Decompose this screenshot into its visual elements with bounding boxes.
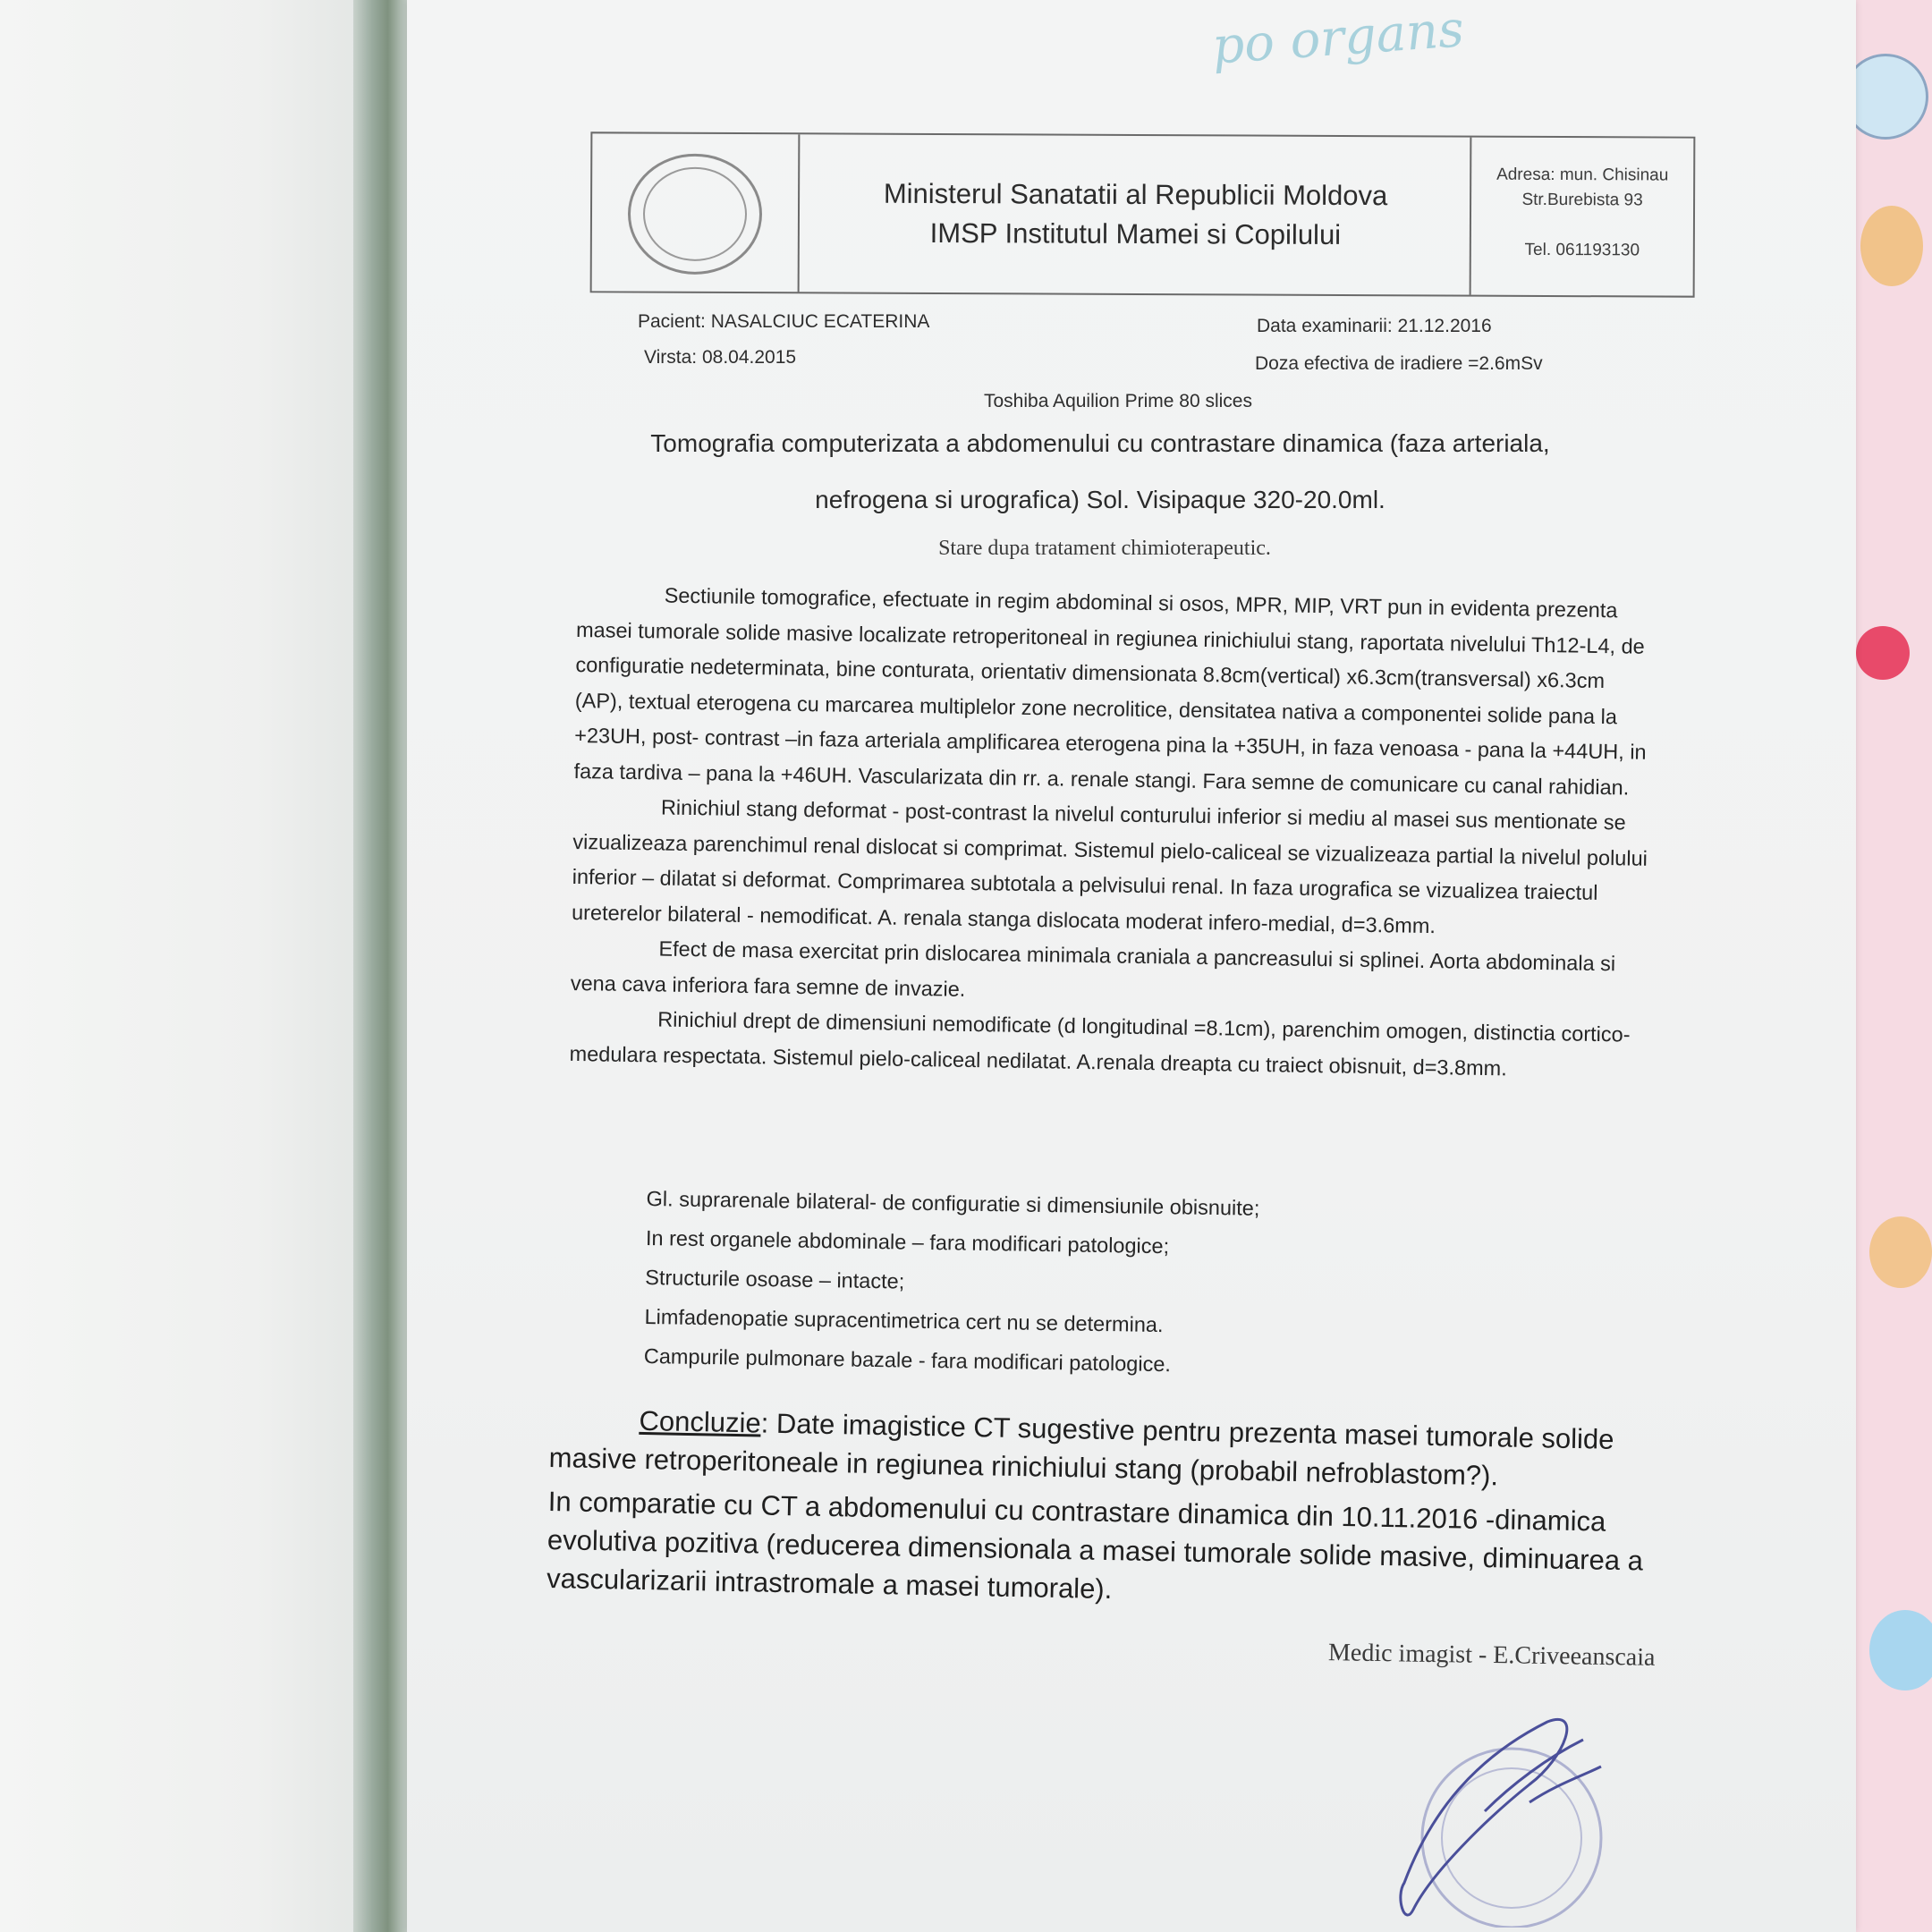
flower-decoration <box>1869 1610 1932 1690</box>
handwritten-note: po organs <box>1210 0 1466 76</box>
doctor-signature-line: Medic imagist - E.Criveeanscaia <box>1327 1639 1656 1672</box>
institute-name: IMSP Institutul Mamei si Copilului <box>929 216 1342 250</box>
signature-stamp-icon <box>1377 1704 1628 1928</box>
report-body <box>569 577 1659 1089</box>
paragraph: Rinichiul stang deformat - post-contrast la nivelul conturului inferior si mediu al masei sus mentionate se vizualizeaza parenchimul renal dislocat si comprimat. Sistemul pielo-caliceal se vizualizeaza partial la nivelul polului inferior – dilatat si deformat. Comprimarea subtotala a pelvisului renal. In faza urografica se vizualizea traiectul ureterelor bilateral - nemodificat. A. renala stanga dislocata moderat infero-medial, d=3.6mm. <box>571 795 1648 937</box>
conclusion-block <box>547 1400 1704 1620</box>
report-sheet <box>407 0 1856 1932</box>
conclusion-label: Concluzie <box>639 1404 762 1439</box>
institution-seal-logo <box>628 153 763 275</box>
address-line: Adresa: mun. Chisinau <box>1496 165 1669 185</box>
report-subtitle: Stare dupa tratament chimioterapeutic. <box>938 537 1271 560</box>
flower-decoration <box>1860 206 1923 286</box>
address-block <box>1470 138 1694 296</box>
patient-name: Pacient: NASALCIUC ECATERINA <box>638 311 930 332</box>
phone-number: Tel. 061193130 <box>1524 240 1640 260</box>
ct-device: Toshiba Aquilion Prime 80 slices <box>984 391 1252 411</box>
patient-age: Virsta: 08.04.2015 <box>644 347 797 368</box>
report-title-line2: nefrogena si urografica) Sol. Visipaque 320-20.0ml. <box>815 486 1385 513</box>
comparison-text: In comparatie cu CT a abdomenului cu contrastare dinamica din 10.11.2016 -dinamica evolutiva pozitiva (reducerea dimensionala a masei tumorale solide masive, diminuarea a vascularizarii intrastromale a masei tumorale). <box>546 1485 1644 1606</box>
finding-item: Gl. suprarenale bilateral- de configuratie si dimensiunile obisnuite; <box>646 1186 1260 1220</box>
ministry-name: Ministerul Sanatatii al Republicii Moldova <box>883 177 1388 212</box>
paragraph: Sectiunile tomografice, efectuate in regim abdominal si osos, MPR, MIP, VRT pun in evidenta prezenta masei tumorale solide masive localizate retroperitoneal in regiunea rinichiului stang, raportata nivelului Th12-L4, de configuratie nedeterminata, bine conturata, orientativ dimensionata 8.8cm(vertical) x6.3cm(transversal) x6.3cm (AP), textual eterogena cu marcarea multiplelor zone necrolitice, densitatea nativa a componentei solide pana la +23UH, post- contrast –in faza arteriala amplificarea eterogena pina la +35UH, in faza venoasa - pana la +44UH, in faza tardiva – pana la +46UH. Vascularizata din rr. a. renale stangi. Fara semne de comunicare cu canal rahidian. <box>573 583 1647 800</box>
letterhead <box>590 131 1696 297</box>
logo-cell <box>592 133 801 292</box>
letterhead-title <box>798 134 1474 294</box>
paragraph: Rinichiul drept de dimensiuni nemodificate (d longitudinal =8.1cm), parenchim omogen, distinctia cortico-medulara respectata. Sistemul pielo-caliceal nedilatat. A.renala dreapta cu traiect obisnuit, d=3.8mm. <box>569 1007 1631 1080</box>
finding-item: Campurile pulmonare bazale - fara modificari patologice. <box>643 1343 1172 1377</box>
street-line: Str.Burebista 93 <box>1521 190 1643 210</box>
finding-item: Structurile osoase – intacte; <box>645 1265 905 1293</box>
conclusion-text: : Date imagistice CT sugestive pentru prezenta masei tumorale solide masive retroperitoneale in regiunea rinichiului stang (probabil nefroblastom?). <box>548 1407 1614 1492</box>
report-title-line1: Tomografia computerizata a abdomenului cu contrastare dinamica (faza arteriala, <box>650 429 1550 457</box>
findings-list <box>644 1179 1260 1385</box>
flower-decoration <box>1856 626 1910 680</box>
paragraph: Efect de masa exercitat prin dislocarea minimala craniala a pancreasului si splinei. Aorta abdominala si vena cava inferiora fara semne de invazie. <box>570 936 1616 1001</box>
flower-decoration <box>1869 1216 1932 1288</box>
finding-item: In rest organele abdominale – fara modificari patologice; <box>645 1225 1170 1258</box>
radiation-dose: Doza efectiva de iradiere =2.6mSv <box>1255 353 1543 374</box>
left-blank-page <box>0 0 367 1932</box>
exam-date: Data examinarii: 21.12.2016 <box>1257 316 1492 336</box>
finding-item: Limfadenopatie supracentimetrica cert nu se determina. <box>644 1304 1164 1337</box>
